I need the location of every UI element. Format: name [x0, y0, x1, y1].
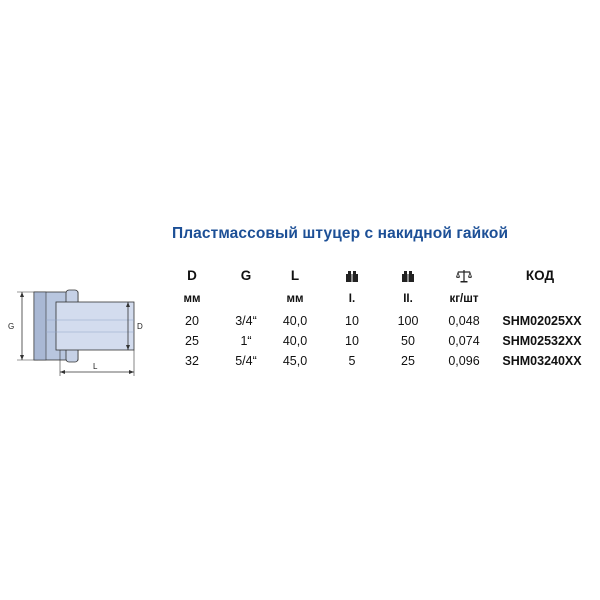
cell-g: 5/4“	[235, 354, 257, 368]
cell-l: 40,0	[282, 334, 308, 348]
cell-weight: 0,096	[448, 354, 480, 368]
header-code: КОД	[525, 268, 555, 283]
cell-g: 3/4“	[235, 314, 257, 328]
cell-code: SHM03240XX	[502, 354, 582, 368]
dim-g-label: G	[8, 322, 15, 331]
cell-d: 25	[185, 334, 199, 348]
cell-weight: 0,048	[448, 314, 480, 328]
pipe-shape	[56, 302, 134, 350]
dim-l-label: L	[93, 362, 98, 371]
unit-weight: кг/шт	[449, 293, 479, 305]
box-icon	[345, 270, 359, 283]
cell-weight: 0,074	[448, 334, 480, 348]
unit-pack2: II.	[403, 293, 413, 305]
cell-code: SHM02532XX	[502, 334, 582, 348]
unit-l: мм	[286, 293, 304, 305]
scale-icon	[456, 269, 472, 283]
cell-pack2: 100	[397, 314, 419, 328]
header-l: L	[290, 268, 300, 283]
cell-pack1: 5	[348, 354, 356, 368]
fitting-drawing	[0, 280, 160, 380]
header-d: D	[187, 268, 197, 283]
cell-d: 20	[185, 314, 199, 328]
cell-g: 1“	[240, 334, 252, 348]
dim-d-label: D	[137, 322, 143, 331]
cell-pack1: 10	[345, 314, 359, 328]
product-title: Пластмассовый штуцер с накидной гайкой	[172, 225, 509, 242]
unit-pack1: I.	[348, 293, 356, 305]
header-g: G	[240, 268, 252, 283]
cell-pack2: 50	[401, 334, 415, 348]
unit-d: мм	[183, 293, 201, 305]
cell-code: SHM02025XX	[502, 314, 582, 328]
cell-pack2: 25	[401, 354, 415, 368]
cell-l: 45,0	[282, 354, 308, 368]
box-icon	[401, 270, 415, 283]
cell-d: 32	[185, 354, 199, 368]
cell-pack1: 10	[345, 334, 359, 348]
cell-l: 40,0	[282, 314, 308, 328]
